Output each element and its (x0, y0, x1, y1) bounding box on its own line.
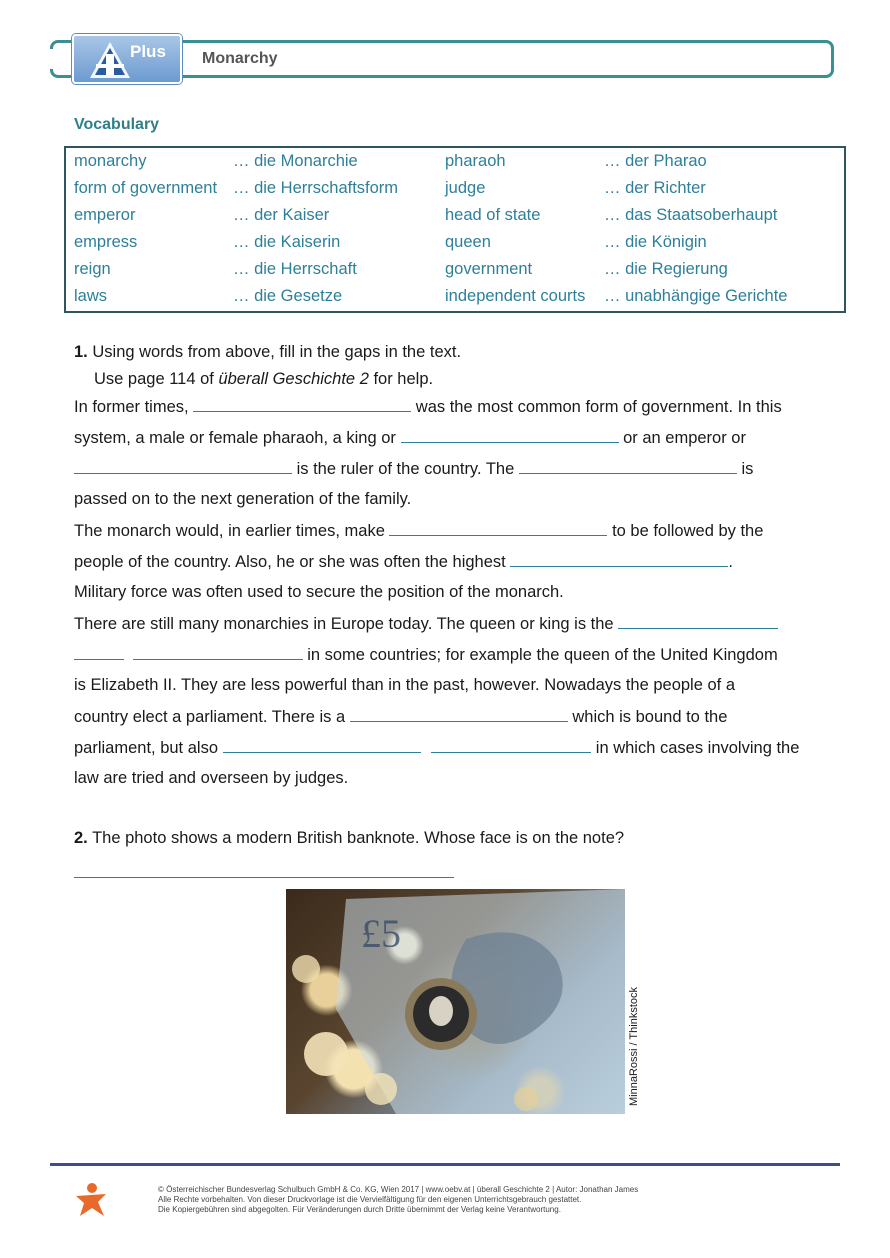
gap-blank[interactable] (193, 396, 411, 412)
task1-number: 1. (74, 343, 88, 361)
gap-blank[interactable] (519, 458, 737, 474)
vocab-german: … das Staatsoberhaupt (604, 206, 778, 224)
photo-credit: MinnaRossi / Thinkstock (628, 986, 640, 1106)
text-segment: or an emperor or (623, 429, 746, 447)
footer-line: Alle Rechte vorbehalten. Von dieser Druckvorlage ist die Vervielfältigung für den eigenen Unterrichtsgebrauch gestattet. (158, 1195, 582, 1204)
gap-text-line (74, 489, 834, 509)
gap-text-line (74, 737, 834, 758)
footer-line: © Österreichischer Bundesverlag Schulbuch GmbH & Co. KG, Wien 2017 | www.oebv.at | überall Geschichte 2 | Autor: Jonathan James (158, 1185, 639, 1194)
plus-badge-label: Plus (130, 42, 166, 61)
task2-number: 2. (74, 829, 88, 847)
text-segment: in some countries; for example the queen of the United Kingdom (307, 646, 778, 664)
banknote-illustration (286, 889, 625, 1114)
vocab-english: empress (74, 233, 138, 251)
vocab-row (66, 256, 844, 283)
vocab-german: … die Monarchie (233, 152, 358, 170)
vocab-german: … der Richter (604, 179, 706, 197)
gap-blank[interactable] (389, 520, 607, 536)
vocab-english: independent courts (445, 287, 586, 305)
gap-text-line (74, 675, 834, 695)
vocab-german: … die Regierung (604, 260, 728, 278)
gap-blank[interactable] (401, 427, 619, 443)
gap-blank[interactable] (133, 644, 303, 660)
gap-text-line (74, 706, 834, 727)
text-segment: system, a male or female pharaoh, a king or (74, 429, 396, 447)
text-segment: country elect a parliament. There is a (74, 708, 346, 726)
text-segment: . (728, 553, 733, 571)
vocab-german: … unabhängige Gerichte (604, 287, 788, 305)
footer-rule (50, 1163, 840, 1166)
text-segment: in which cases involving the (595, 739, 800, 757)
help-suffix: for help. (368, 370, 434, 388)
answer-line[interactable] (74, 877, 454, 878)
vocab-german: … die Kaiserin (233, 233, 341, 251)
vocab-row (66, 148, 844, 175)
text-segment: law are tried and overseen by judges. (74, 769, 349, 787)
vocab-english: form of government (74, 179, 218, 197)
banknote-photo (286, 889, 625, 1114)
text-segment: In former times, (74, 398, 189, 416)
task2-question-text: The photo shows a modern British banknote. Whose face is on the note? (92, 829, 625, 847)
help-book-title: überall Geschichte 2 (218, 370, 369, 388)
gap-blank[interactable] (618, 613, 778, 629)
gap-text-line (74, 582, 834, 602)
vocab-english: judge (445, 179, 486, 197)
vocab-german: … die Gesetze (233, 287, 343, 305)
gap-text-line (74, 427, 834, 448)
gap-blank[interactable] (223, 737, 421, 753)
task1-instruction (74, 343, 461, 362)
vocab-german: … die Herrschaft (233, 260, 357, 278)
task2-question (74, 829, 624, 848)
text-segment: which is bound to the (572, 708, 728, 726)
text-segment: Military force was often used to secure the position of the monarch. (74, 583, 564, 601)
vocab-row (66, 202, 844, 229)
gap-text-line (74, 551, 834, 572)
vocabulary-box (64, 146, 846, 313)
vocab-row (66, 229, 844, 256)
text-segment: There are still many monarchies in Europe today. The queen or king is the (74, 615, 614, 633)
text-segment: The monarch would, in earlier times, make (74, 522, 385, 540)
vocab-german: … die Königin (604, 233, 707, 251)
vocab-english: queen (445, 233, 491, 251)
vocab-row (66, 175, 844, 202)
vocab-english: head of state (445, 206, 541, 224)
vocab-german: … der Kaiser (233, 206, 330, 224)
page-title: Monarchy (202, 50, 278, 67)
gap-blank[interactable] (350, 706, 568, 722)
gap-text-line (74, 613, 834, 634)
text-segment: is (741, 460, 754, 478)
text-segment: people of the country. Also, he or she was often the highest (74, 553, 506, 571)
star-figure-icon (72, 1182, 110, 1218)
gap-text-line (74, 396, 834, 417)
task1-help (94, 370, 433, 389)
help-prefix: Use page 114 of (94, 370, 219, 388)
pyramid-icon (88, 40, 132, 80)
text-segment: passed on to the next generation of the family. (74, 490, 412, 508)
vocab-english: laws (74, 287, 108, 305)
text-segment: is Elizabeth II. They are less powerful than in the past, however. Nowadays the people of a (74, 676, 735, 694)
publisher-logo (72, 1182, 110, 1223)
task1-instruction-text: Using words from above, fill in the gaps in the text. (92, 343, 462, 361)
footer-copyright (158, 1185, 638, 1215)
gap-text-line (74, 644, 834, 665)
vocab-row (66, 283, 844, 310)
footer-line: Die Kopiergebühren sind abgegolten. Für Veränderungen durch Dritte übernimmt der Verlag keine Verantwortung. (158, 1205, 561, 1214)
gap-text-line (74, 768, 834, 788)
gap-blank[interactable] (510, 551, 728, 567)
vocabulary-heading: Vocabulary (74, 116, 160, 133)
gap-blank[interactable] (74, 644, 124, 660)
vocab-german: … der Pharao (604, 152, 707, 170)
vocab-english: emperor (74, 206, 136, 224)
gap-blank[interactable] (431, 737, 591, 753)
vocab-english: pharaoh (445, 152, 506, 170)
vocab-english: monarchy (74, 152, 147, 170)
text-segment: parliament, but also (74, 739, 218, 757)
gap-blank[interactable] (74, 458, 292, 474)
gap-text-line (74, 458, 834, 479)
text-segment: was the most common form of government. In this (415, 398, 782, 416)
vocab-english: reign (74, 260, 111, 278)
text-segment: is the ruler of the country. The (296, 460, 515, 478)
plus-logo (72, 34, 182, 84)
gap-text-line (74, 520, 834, 541)
vocab-german: … die Herrschaftsform (233, 179, 399, 197)
svg-text:£5: £5 (361, 911, 401, 956)
text-segment: to be followed by the (612, 522, 764, 540)
vocab-english: government (445, 260, 533, 278)
